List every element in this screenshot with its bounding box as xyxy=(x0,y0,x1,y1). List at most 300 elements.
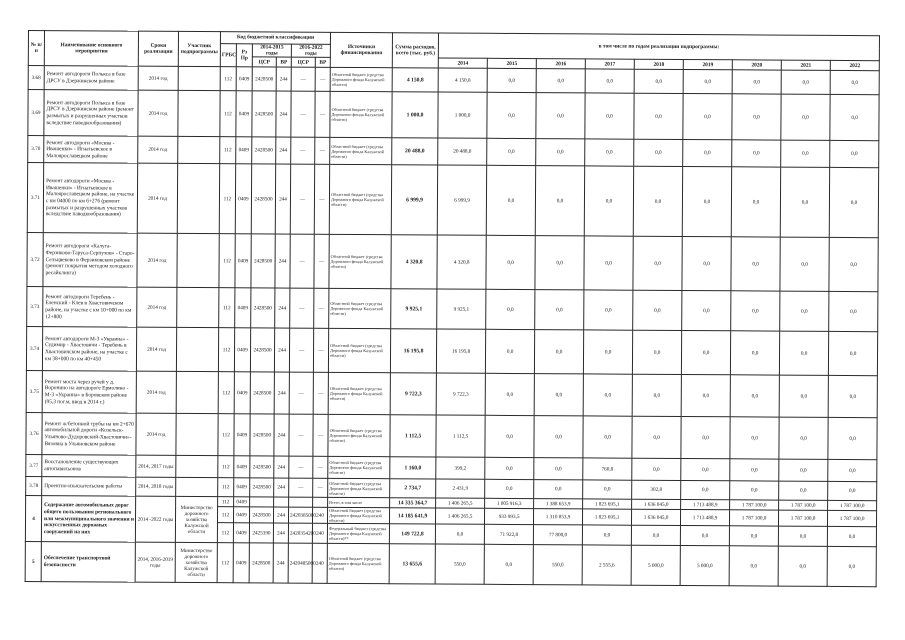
vr2-code: 240 xyxy=(312,508,327,524)
term: 2014 год xyxy=(136,328,176,372)
funding-source: Областной бюджет (средства Дорожного фонда Калужской области) xyxy=(330,138,392,165)
header-year-2016: 2016 xyxy=(536,59,585,69)
vr2-code: 240 xyxy=(312,544,327,584)
table-row xyxy=(28,90,879,141)
rzpr-code: 0409 xyxy=(235,288,251,328)
year-value: 550,0 xyxy=(435,544,484,584)
year-value: 0,0 xyxy=(730,375,779,417)
grbs-code: 112 xyxy=(220,67,236,91)
row-number: 3.72 xyxy=(27,233,43,287)
header-year-2020: 2020 xyxy=(732,60,781,70)
header-year-2022: 2022 xyxy=(830,61,879,71)
row-number: 3.68 xyxy=(28,66,44,90)
csr2-code: — xyxy=(290,165,314,235)
rzpr-code: 0409 xyxy=(236,67,252,91)
year-value: 0,0 xyxy=(731,291,780,331)
grbs-code: 112 xyxy=(219,288,235,328)
year-value: 1 005 916,3 xyxy=(485,499,534,509)
year-value: 0,0 xyxy=(583,480,632,499)
year-value: 0,0 xyxy=(778,546,827,586)
table-body xyxy=(25,66,879,587)
year-value: 0,0 xyxy=(536,93,585,139)
year-value: 0,0 xyxy=(681,375,730,417)
year-value: 0,0 xyxy=(584,166,633,236)
total-sum: 9 925,1 xyxy=(391,289,437,329)
grbs-code: 112 xyxy=(218,414,234,456)
rzpr-code: 0409 xyxy=(233,523,249,543)
year-value: 0,0 xyxy=(779,482,828,501)
year-value: 0,0 xyxy=(534,480,583,499)
year-value: 0,0 xyxy=(828,332,877,376)
year-value: 0,0 xyxy=(830,71,879,95)
year-value: 0,0 xyxy=(485,480,534,499)
year-value: 0,0 xyxy=(828,376,877,418)
header-years-2016-2022: 2016-2022 годы xyxy=(291,44,330,58)
term: 2014 год xyxy=(138,137,178,164)
rzpr-code: 0409 xyxy=(234,372,250,414)
total-sum: 1 000,0 xyxy=(392,92,438,138)
total-sum: 20 488,0 xyxy=(392,138,438,165)
year-value: 0,0 xyxy=(827,527,876,547)
year-value: 1 787 100,0 xyxy=(828,501,877,511)
header-year-2017: 2017 xyxy=(585,59,634,69)
total-sum: 14 185 641,9 xyxy=(390,508,436,524)
year-value: 0,0 xyxy=(535,236,584,290)
row-number: 3.69 xyxy=(28,90,44,136)
csr2-code: — xyxy=(289,373,313,415)
year-value: 1 000,0 xyxy=(438,92,487,138)
csr2-code: 2420385000 xyxy=(288,508,312,524)
participant xyxy=(176,328,218,372)
year-value: 0,0 xyxy=(780,238,829,292)
year-value: 0,0 xyxy=(485,374,534,416)
year-value: 1 787 100,0 xyxy=(779,501,828,511)
table-row xyxy=(26,413,877,460)
total-sum: 13 655,6 xyxy=(389,544,435,584)
total-sum: 4 320,8 xyxy=(391,235,437,289)
participant xyxy=(177,234,219,288)
table-row xyxy=(27,233,878,292)
header-year-2021: 2021 xyxy=(781,61,830,71)
rzpr-code: 0409 xyxy=(236,137,252,164)
table-row xyxy=(27,163,879,238)
header-term: Сроки реализации xyxy=(138,31,178,67)
vr2-code: — xyxy=(313,479,328,498)
table-header xyxy=(28,31,879,72)
year-value: 9 925,1 xyxy=(437,289,486,329)
year-value: 0,0 xyxy=(683,140,732,167)
year-value: 5 000,0 xyxy=(680,546,729,586)
table-row xyxy=(25,542,876,587)
year-value: 0,0 xyxy=(827,547,876,587)
total-sum: 149 722,8 xyxy=(389,524,435,544)
funding-source: Областной бюджет (средства Дорожного фонда Калужской области) xyxy=(327,544,389,584)
header-grbs: ГРБС xyxy=(220,44,236,68)
measure-name: Ремонт ж/бетонной трубы на км 2+670 автомобильной дороги «Козельск-Ульяново-Дудоровский-Хвастовичи»-Вязовна в Ульяновском районе xyxy=(42,413,136,456)
year-value: 0,0 xyxy=(780,292,829,332)
vr2-code: — xyxy=(315,92,330,138)
header-vr: ВР xyxy=(276,57,291,67)
year-value: 0,0 xyxy=(485,416,534,458)
participant xyxy=(176,456,218,478)
year-value: 0,0 xyxy=(632,375,681,417)
vr2-code: — xyxy=(313,373,328,415)
year-value: 0,0 xyxy=(634,140,683,167)
year-value: 0,0 xyxy=(730,481,779,500)
csr2-code: — xyxy=(289,329,313,373)
csr-code xyxy=(250,497,274,507)
grbs-code: 112 xyxy=(219,164,235,234)
year-value: 0,0 xyxy=(583,416,632,458)
header-year-2018: 2018 xyxy=(634,60,683,70)
funding-source: Областной бюджет (средства Дорожного фонда Калужской области) xyxy=(329,235,391,289)
header-name: Наименование основного мероприятия xyxy=(44,31,138,67)
year-value: 0,0 xyxy=(732,94,781,140)
row-number: 3.73 xyxy=(27,287,43,327)
funding-source: Областной бюджет (средства Дорожного фонда Калужской области) xyxy=(330,92,392,138)
year-value: 9 722,3 xyxy=(436,373,485,415)
term: 2014, 2017 годы xyxy=(136,456,176,478)
total-sum: 9 722,3 xyxy=(390,373,436,415)
vr2-code: — xyxy=(313,415,328,457)
header-sum: Сумма расходов, всего (тыс. руб.) xyxy=(392,33,438,69)
term: 2014 год xyxy=(138,67,178,91)
funding-source: Областной бюджет (средства Дорожного фонда Калужской области) xyxy=(329,289,391,329)
grbs-code: 112 xyxy=(219,234,235,288)
vr-code: 244 xyxy=(273,507,288,523)
header-csr: ЦСР xyxy=(252,57,276,67)
year-value: 0,0 xyxy=(681,459,730,481)
year-value: 0,0 xyxy=(534,330,583,374)
total-sum: 6 999,9 xyxy=(391,165,437,235)
term: 2014 год xyxy=(137,288,177,328)
csr-code: 2428500 xyxy=(251,288,275,328)
year-value: 0,0 xyxy=(778,527,827,547)
year-value: 1 713 488,9 xyxy=(681,510,730,526)
csr2-code: — xyxy=(291,138,315,165)
year-value: 0,0 xyxy=(732,140,781,167)
table-row xyxy=(27,287,878,332)
budget-table xyxy=(25,30,880,588)
rzpr-code: 0409 xyxy=(236,91,252,137)
year-value: 0,0 xyxy=(730,417,779,459)
header-participant: Участник подпрограммы xyxy=(178,31,220,67)
vr-code: 244 xyxy=(276,67,291,91)
csr2-code: — xyxy=(290,235,314,289)
participant xyxy=(176,414,218,456)
year-value: 0,0 xyxy=(828,460,877,482)
funding-source: Областной бюджет (средства Дорожного фонда Калужской области) xyxy=(328,457,390,479)
year-value: 1 823 695,1 xyxy=(583,499,632,509)
year-value: 550,0 xyxy=(533,545,582,585)
year-value: 0,0 xyxy=(536,69,585,93)
year-value: 0,0 xyxy=(486,236,535,290)
csr2-code xyxy=(289,498,313,508)
rzpr-code: 0409 xyxy=(233,543,249,583)
total-sum: 2 734,7 xyxy=(390,479,436,498)
measure-name: Проектно-изыскательские работы xyxy=(42,477,136,497)
year-value: 1 406 265,5 xyxy=(436,498,485,508)
rzpr-code: 0409 xyxy=(233,507,249,523)
year-value: 1 388 653,9 xyxy=(534,499,583,509)
year-value: 0,0 xyxy=(585,93,634,139)
year-value: 0,0 xyxy=(781,95,830,141)
vr2-code: — xyxy=(315,138,330,165)
year-value: 0,0 xyxy=(487,139,536,166)
year-value: 0,0 xyxy=(633,291,682,331)
vr-code: 244 xyxy=(276,91,291,137)
year-value: 0,0 xyxy=(633,237,682,291)
funding-source: Областной бюджет (средства Дорожного фонда Калужской области) xyxy=(328,373,390,415)
vr2-code: 240 xyxy=(312,524,327,544)
year-value: 1 787 100,0 xyxy=(730,510,779,526)
grbs-code: 112 xyxy=(218,328,234,372)
year-value: 77 800,0 xyxy=(533,525,582,545)
year-value: 1 787 100,0 xyxy=(730,500,779,510)
total-sum: 16 195,8 xyxy=(390,329,436,373)
year-value: 0,0 xyxy=(536,139,585,166)
csr2-code: 2420354200 xyxy=(288,524,312,544)
year-value: 0,0 xyxy=(583,330,632,374)
year-value: 1 787 100,0 xyxy=(828,511,877,527)
document-sheet xyxy=(24,30,878,635)
vr-code: 244 xyxy=(275,164,290,234)
vr-code: 244 xyxy=(273,543,288,583)
year-value: 0,0 xyxy=(729,526,778,546)
funding-source: Областной бюджет (средства Дорожного фонда Калужской области) xyxy=(329,165,391,235)
year-value: 0,0 xyxy=(732,70,781,94)
year-value: 0,0 xyxy=(484,545,533,585)
vr-code: 244 xyxy=(274,372,289,414)
year-value: 0,0 xyxy=(633,167,682,237)
grbs-code: 112 xyxy=(218,456,234,478)
vr-code: 244 xyxy=(274,456,289,478)
funding-source: Областной бюджет (средства Дорожного фонда Калужской области) xyxy=(328,415,390,457)
participant xyxy=(178,67,220,91)
year-value: 0,0 xyxy=(534,416,583,458)
year-value: 5 000,0 xyxy=(631,546,680,586)
year-value: 0,0 xyxy=(486,166,535,236)
row-number: 3.77 xyxy=(26,455,42,477)
rzpr-code: 0409 xyxy=(235,164,251,234)
year-value: 0,0 xyxy=(781,71,830,95)
measure-name: Обеспечение транспортной безопасности xyxy=(41,542,135,583)
csr-code: 2428500 xyxy=(252,137,276,164)
year-value: 0,0 xyxy=(830,141,879,168)
header-year-2019: 2019 xyxy=(683,60,732,70)
total-sum: 1 160,0 xyxy=(390,457,436,479)
csr2-code: — xyxy=(290,289,314,329)
vr-code: 244 xyxy=(274,328,289,372)
csr2-code: — xyxy=(291,68,315,92)
header-by-year: в том числе по годам реализации подпрограммы: xyxy=(438,33,879,61)
vr-code xyxy=(274,497,289,507)
header-csr2: ЦСР xyxy=(291,58,315,68)
year-value: 0,0 xyxy=(486,290,535,330)
year-value: 0,0 xyxy=(487,93,536,139)
year-value: 1 823 695,1 xyxy=(583,509,632,525)
measure-name: Восстановление существующих автопавильонов xyxy=(42,455,136,478)
csr-code: 2428500 xyxy=(250,414,274,456)
year-value: 1 112,5 xyxy=(436,415,485,457)
funding-source: Областной бюджет (средства Дорожного фонда Калужской области) xyxy=(328,479,390,498)
measure-name: Ремонт автодороги «Калуга-Ферзиково-Таруса-Серпухов» - Старо-Сельцвеково в Ферзиковском районе (ремонт покрытия методом холодного ресайклинга) xyxy=(43,233,137,288)
year-value: 0,0 xyxy=(730,331,779,375)
vr2-code: — xyxy=(315,68,330,92)
year-value: 0,0 xyxy=(632,459,681,481)
year-value: 0,0 xyxy=(634,70,683,94)
year-value: 0,0 xyxy=(485,458,534,480)
row-number: 3.70 xyxy=(28,136,44,163)
year-value: 0,0 xyxy=(632,417,681,459)
total-sum: 4 150,8 xyxy=(392,68,438,92)
year-value: 0,0 xyxy=(535,166,584,236)
grbs-code: 112 xyxy=(220,91,236,137)
grbs-code: 112 xyxy=(217,507,233,523)
grbs-code: 112 xyxy=(218,497,234,507)
csr-code: 2428500 xyxy=(250,328,274,372)
year-value: 0,0 xyxy=(729,546,778,586)
year-value: 0,0 xyxy=(631,526,680,546)
row-number: 3.75 xyxy=(26,371,42,413)
grbs-code: 112 xyxy=(218,478,234,497)
year-value: 0,0 xyxy=(582,525,631,545)
term: 2014 год xyxy=(137,164,177,234)
year-value: 0,0 xyxy=(683,94,732,140)
measure-name: Ремонт моста через ручей у д. Воронино на автодороге Ермолино - М-3 «Украина» в Боровском районе (95,3 пог.м, ввод в 2014 г.) xyxy=(42,371,136,414)
year-value: 16 195,8 xyxy=(436,329,485,373)
measure-name: Ремонт автодороги Теребень - Еленский - Клев в Хвастовичском районе, на участке с км 10+000 по км 12+800 xyxy=(43,287,137,328)
csr-code: 2428500 xyxy=(250,478,274,497)
year-value: 0,0 xyxy=(682,237,731,291)
year-value: 0,0 xyxy=(585,139,634,166)
term: 2014 год xyxy=(137,234,177,288)
rzpr-code: 0409 xyxy=(235,234,251,288)
row-number: 3.76 xyxy=(26,413,42,455)
year-value: 0,0 xyxy=(682,291,731,331)
year-value: 0,0 xyxy=(828,482,877,501)
participant xyxy=(176,372,218,414)
participant xyxy=(177,164,219,234)
year-value: 0,0 xyxy=(485,330,534,374)
participant xyxy=(176,478,218,497)
year-value: 2 555,6 xyxy=(582,545,631,585)
csr2-code: — xyxy=(289,415,313,457)
csr-code: 2428500 xyxy=(250,372,274,414)
row-number: 5 xyxy=(25,542,41,582)
year-value: 4 150,8 xyxy=(438,68,487,92)
row-number: 4 xyxy=(25,496,41,542)
year-value: 933 993,5 xyxy=(485,509,534,525)
vr-code: 244 xyxy=(273,523,288,543)
term: 2014 год xyxy=(138,91,178,137)
grbs-code: 112 xyxy=(217,523,233,543)
year-value: 0,0 xyxy=(779,460,828,482)
rzpr-code: 0409 xyxy=(234,328,250,372)
measure-name: Ремонт автодороги Полькса в базе ДРСУ в Дзержинском районе (ремонт размытых и разрушенных участков вследствие паводкообразования) xyxy=(44,90,138,137)
participant xyxy=(177,288,219,328)
funding-source: Всего, в том числе xyxy=(328,498,390,508)
vr2-code: — xyxy=(314,165,329,235)
csr-code: 2428500 xyxy=(252,67,276,91)
year-value: 0,0 xyxy=(779,376,828,418)
year-value: 0,0 xyxy=(634,94,683,140)
header-years-2014-2015: 2014-2015 годы xyxy=(252,44,291,58)
participant xyxy=(178,91,220,137)
measure-name: Ремонт автодороги Полькса в базе ДРСУ в Дзержинском районе xyxy=(44,66,138,91)
grbs-code: 112 xyxy=(218,372,234,414)
term: 2014, 2018 годы xyxy=(136,478,176,497)
term: 2014, 2016-2019 годы xyxy=(135,543,175,583)
row-number: 3.78 xyxy=(26,477,42,496)
year-value: 0,0 xyxy=(829,238,878,292)
year-value: 0,0 xyxy=(780,168,829,238)
csr-code: 2428500 xyxy=(252,91,276,137)
year-value: 0,0 xyxy=(781,141,830,168)
funding-source: Федеральный бюджет (средства Дорожного фонда Калужской области)** xyxy=(327,524,389,544)
header-budget-code: Код бюджетной классификации xyxy=(220,32,330,45)
vr-code: 244 xyxy=(275,234,290,288)
year-value: 1 406 265,5 xyxy=(436,508,485,524)
vr2-code: — xyxy=(314,235,329,289)
participant xyxy=(178,137,220,164)
header-year-2014: 2014 xyxy=(438,58,487,68)
year-value: 0,0 xyxy=(535,290,584,330)
year-value: 0,0 xyxy=(682,167,731,237)
year-value: 399,2 xyxy=(436,457,485,479)
year-value: 0,0 xyxy=(435,524,484,544)
year-value: 0,0 xyxy=(828,418,877,460)
year-value: 0,0 xyxy=(683,70,732,94)
header-rzpr: Рз Пр xyxy=(236,44,252,68)
term: 2014 -2022 годы xyxy=(135,497,175,543)
csr2-code: — xyxy=(291,92,315,138)
grbs-code: 112 xyxy=(217,543,233,583)
year-value: 0,0 xyxy=(583,374,632,416)
year-value: 0,0 xyxy=(584,236,633,290)
measure-name: Ремонт автодороги «Москва - Ивашенки» - Игнатьевское в Малоярославецком районе, на участке с км 04000 по км 6+276 (ремонт размытых и разрушенных участков вследствие паводкообразования) xyxy=(43,163,137,234)
csr2-code: — xyxy=(289,457,313,479)
row-number: 3.71 xyxy=(27,163,43,233)
year-value: 1 787 100,0 xyxy=(779,511,828,527)
year-value: 4 320,8 xyxy=(437,235,486,289)
rzpr-code: 0409 xyxy=(234,414,250,456)
rzpr-code: 0409 xyxy=(234,497,250,507)
total-sum: 1 112,5 xyxy=(390,415,436,457)
year-value: 0,0 xyxy=(585,69,634,93)
year-value: 0,0 xyxy=(681,331,730,375)
year-value: 0,0 xyxy=(487,69,536,93)
measure-name: Ремонт автодороги М-3 «Украина» - Судимир - Хвастовичи - Теребень в Хвастовичском районе, на участке с км 38+000 по км 40+450 xyxy=(42,327,136,372)
header-vr2: ВР xyxy=(315,58,330,68)
year-value: 2 431,9 xyxy=(436,479,485,498)
row-number: 3.74 xyxy=(26,327,42,371)
header-year-2015: 2015 xyxy=(487,59,536,69)
year-value: 0,0 xyxy=(534,458,583,480)
year-value: 0,0 xyxy=(779,418,828,460)
vr2-code: — xyxy=(313,329,328,373)
year-value: 0,0 xyxy=(584,290,633,330)
header-num: № п/п xyxy=(28,31,44,67)
vr-code: 244 xyxy=(275,288,290,328)
csr2-code: 2420485000 xyxy=(288,544,312,584)
year-value: 1 310 853,9 xyxy=(534,509,583,525)
year-value: 1 636 045,0 xyxy=(632,500,681,510)
vr-code: 244 xyxy=(274,414,289,456)
participant: Министерство дорожного хозяйства Калужской области xyxy=(175,543,217,583)
vr-code: 244 xyxy=(276,137,291,164)
year-value: 0,0 xyxy=(680,526,729,546)
